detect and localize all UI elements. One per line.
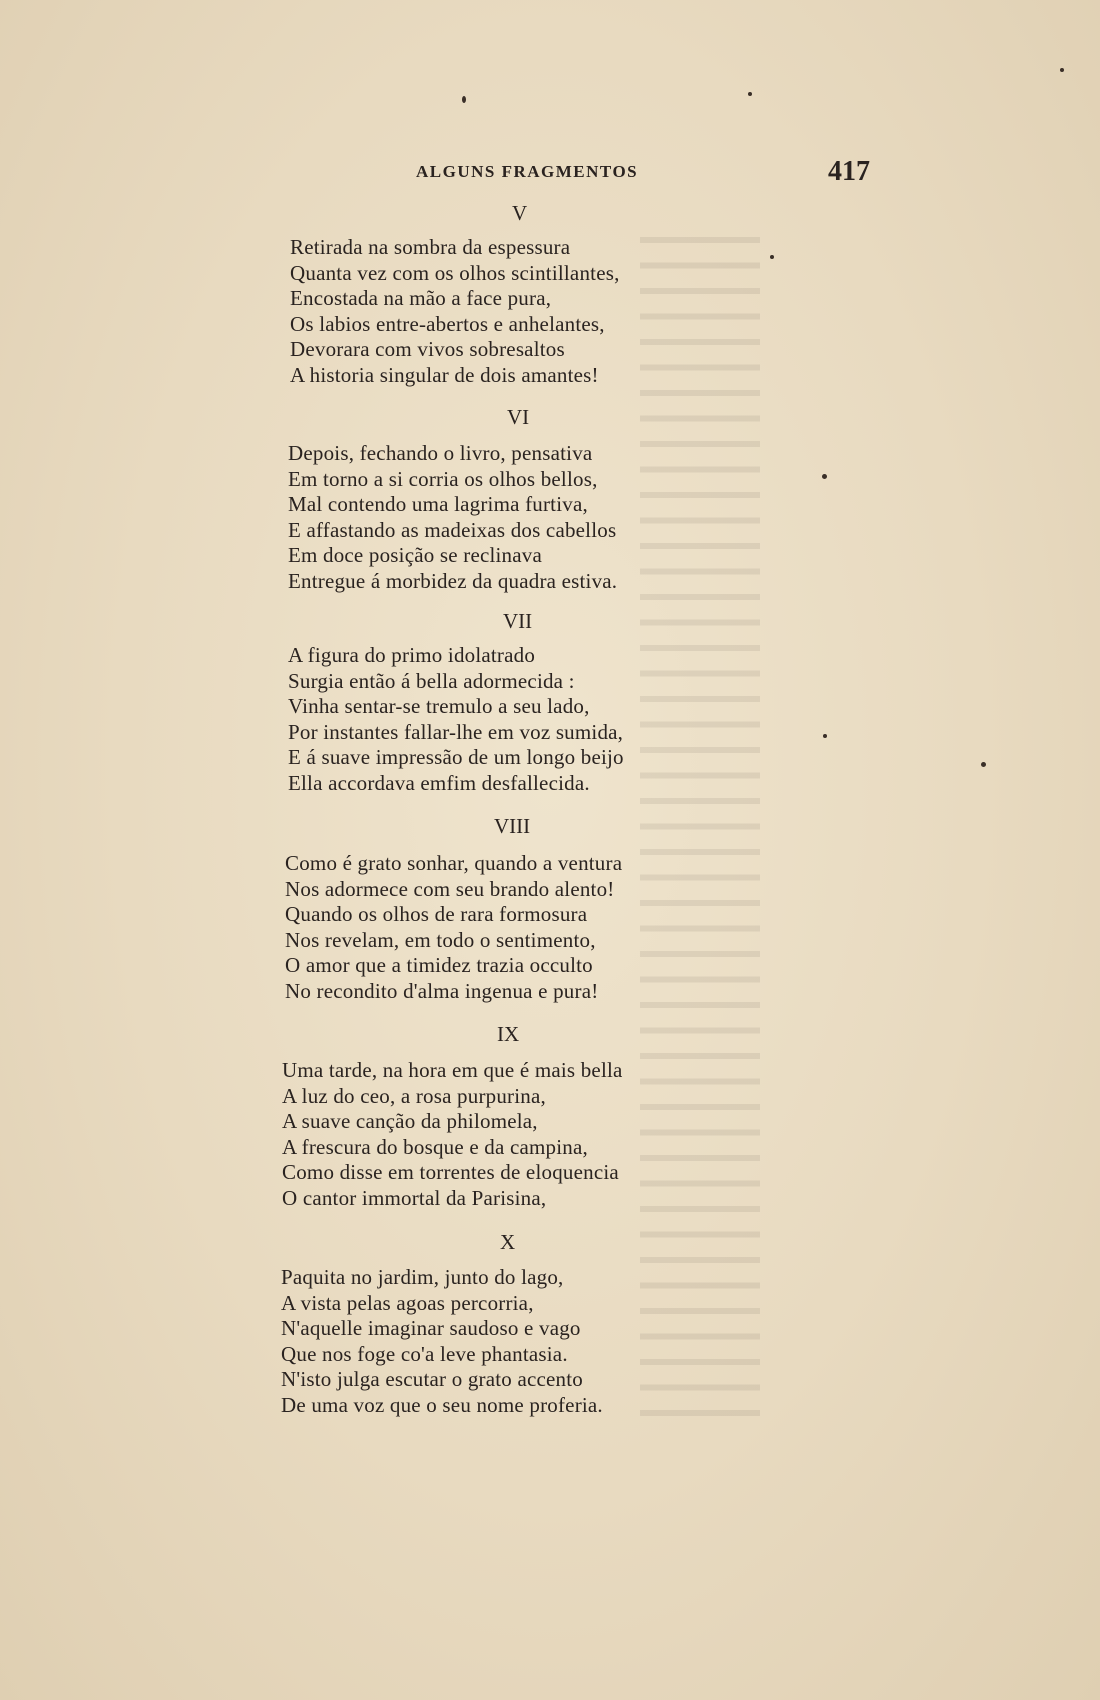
running-title: ALGUNS FRAGMENTOS <box>416 162 639 181</box>
verse-line: No recondito d'alma ingenua e pura! <box>285 978 599 1003</box>
verse-line: Vinha sentar-se tremulo a seu lado, <box>288 694 590 718</box>
verse-line: A figura do primo idolatrado <box>288 643 536 667</box>
verse-line: Em doce posição se reclinava <box>288 543 542 567</box>
stanza-verse <box>281 1265 603 1418</box>
verse-line: N'aquelle imaginar saudoso e vago <box>281 1316 581 1340</box>
verse-line: A vista pelas agoas percorria, <box>281 1290 534 1315</box>
stanza-verse <box>290 235 620 388</box>
verse-line: Por instantes fallar-lhe em voz sumida, <box>288 719 624 744</box>
verse-line: Como é grato sonhar, quando a ventura <box>285 851 623 875</box>
verse-line: A frescura do bosque e da campina, <box>282 1134 588 1159</box>
paper-speck <box>770 255 774 259</box>
verse-line: Devorara com vivos sobresaltos <box>290 337 565 361</box>
paper-speck <box>822 474 827 479</box>
paper-speck <box>981 762 986 767</box>
verse-line: Como disse em torrentes de eloquencia <box>282 1160 619 1184</box>
paper-speck <box>823 734 827 738</box>
stanza-numeral: VI <box>507 405 530 429</box>
stanza-verse <box>282 1058 623 1211</box>
stanza-numeral: IX <box>497 1022 520 1046</box>
paper-speck <box>748 92 752 96</box>
verse-line: Entregue á morbidez da quadra estiva. <box>288 568 618 593</box>
stanza-verse <box>288 643 624 796</box>
verse-line: Paquita no jardim, junto do lago, <box>281 1265 564 1289</box>
verse-line: Quando os olhos de rara formosura <box>285 902 588 926</box>
stanza-verse <box>285 851 622 1004</box>
stanza-numeral: X <box>500 1230 516 1254</box>
verse-line: Nos revelam, em todo o sentimento, <box>285 927 596 952</box>
verse-line: De uma voz que o seu nome proferia. <box>281 1392 603 1417</box>
verse-line: Uma tarde, na hora em que é mais bella <box>282 1058 623 1082</box>
verse-line: O amor que a timidez trazia occulto <box>285 953 593 977</box>
verse-line: A luz do ceo, a rosa purpurina, <box>282 1083 546 1108</box>
verse-line: E á suave impressão de um longo beijo <box>288 745 624 769</box>
stanza-verse <box>288 441 617 594</box>
verse-line: Retirada na sombra da espessura <box>290 235 571 259</box>
verse-line: N'isto julga escutar o grato accento <box>281 1367 583 1391</box>
paper-speck <box>1060 68 1064 72</box>
reverse-side-show-through <box>640 225 760 1425</box>
verse-line: Em torno a si corria os olhos bellos, <box>288 466 598 491</box>
paper-speck <box>462 96 466 103</box>
verse-line: E affastando as madeixas dos cabellos <box>288 517 617 542</box>
verse-line: Quanta vez com os olhos scintillantes, <box>290 260 620 285</box>
verse-line: A suave canção da philomela, <box>282 1109 538 1133</box>
page-number: 417 <box>828 156 870 187</box>
verse-line: Encostada na mão a face pura, <box>290 286 552 310</box>
page-header <box>0 158 1100 188</box>
verse-line: O cantor immortal da Parisina, <box>282 1185 547 1210</box>
stanza-numeral: VIII <box>494 814 531 838</box>
verse-line: Ella accordava emfim desfallecida. <box>288 770 590 795</box>
verse-line: Surgia então á bella adormecida : <box>288 668 575 693</box>
stanza-numeral: VII <box>503 609 533 633</box>
stanza-numeral: V <box>512 201 528 225</box>
verse-line: A historia singular de dois amantes! <box>290 362 599 387</box>
verse-line: Que nos foge co'a leve phantasia. <box>281 1341 568 1366</box>
verse-line: Mal contendo uma lagrima furtiva, <box>288 492 588 516</box>
verse-line: Os labios entre-abertos e anhelantes, <box>290 311 605 336</box>
verse-line: Depois, fechando o livro, pensativa <box>288 441 593 465</box>
verse-line: Nos adormece com seu brando alento! <box>285 876 615 901</box>
